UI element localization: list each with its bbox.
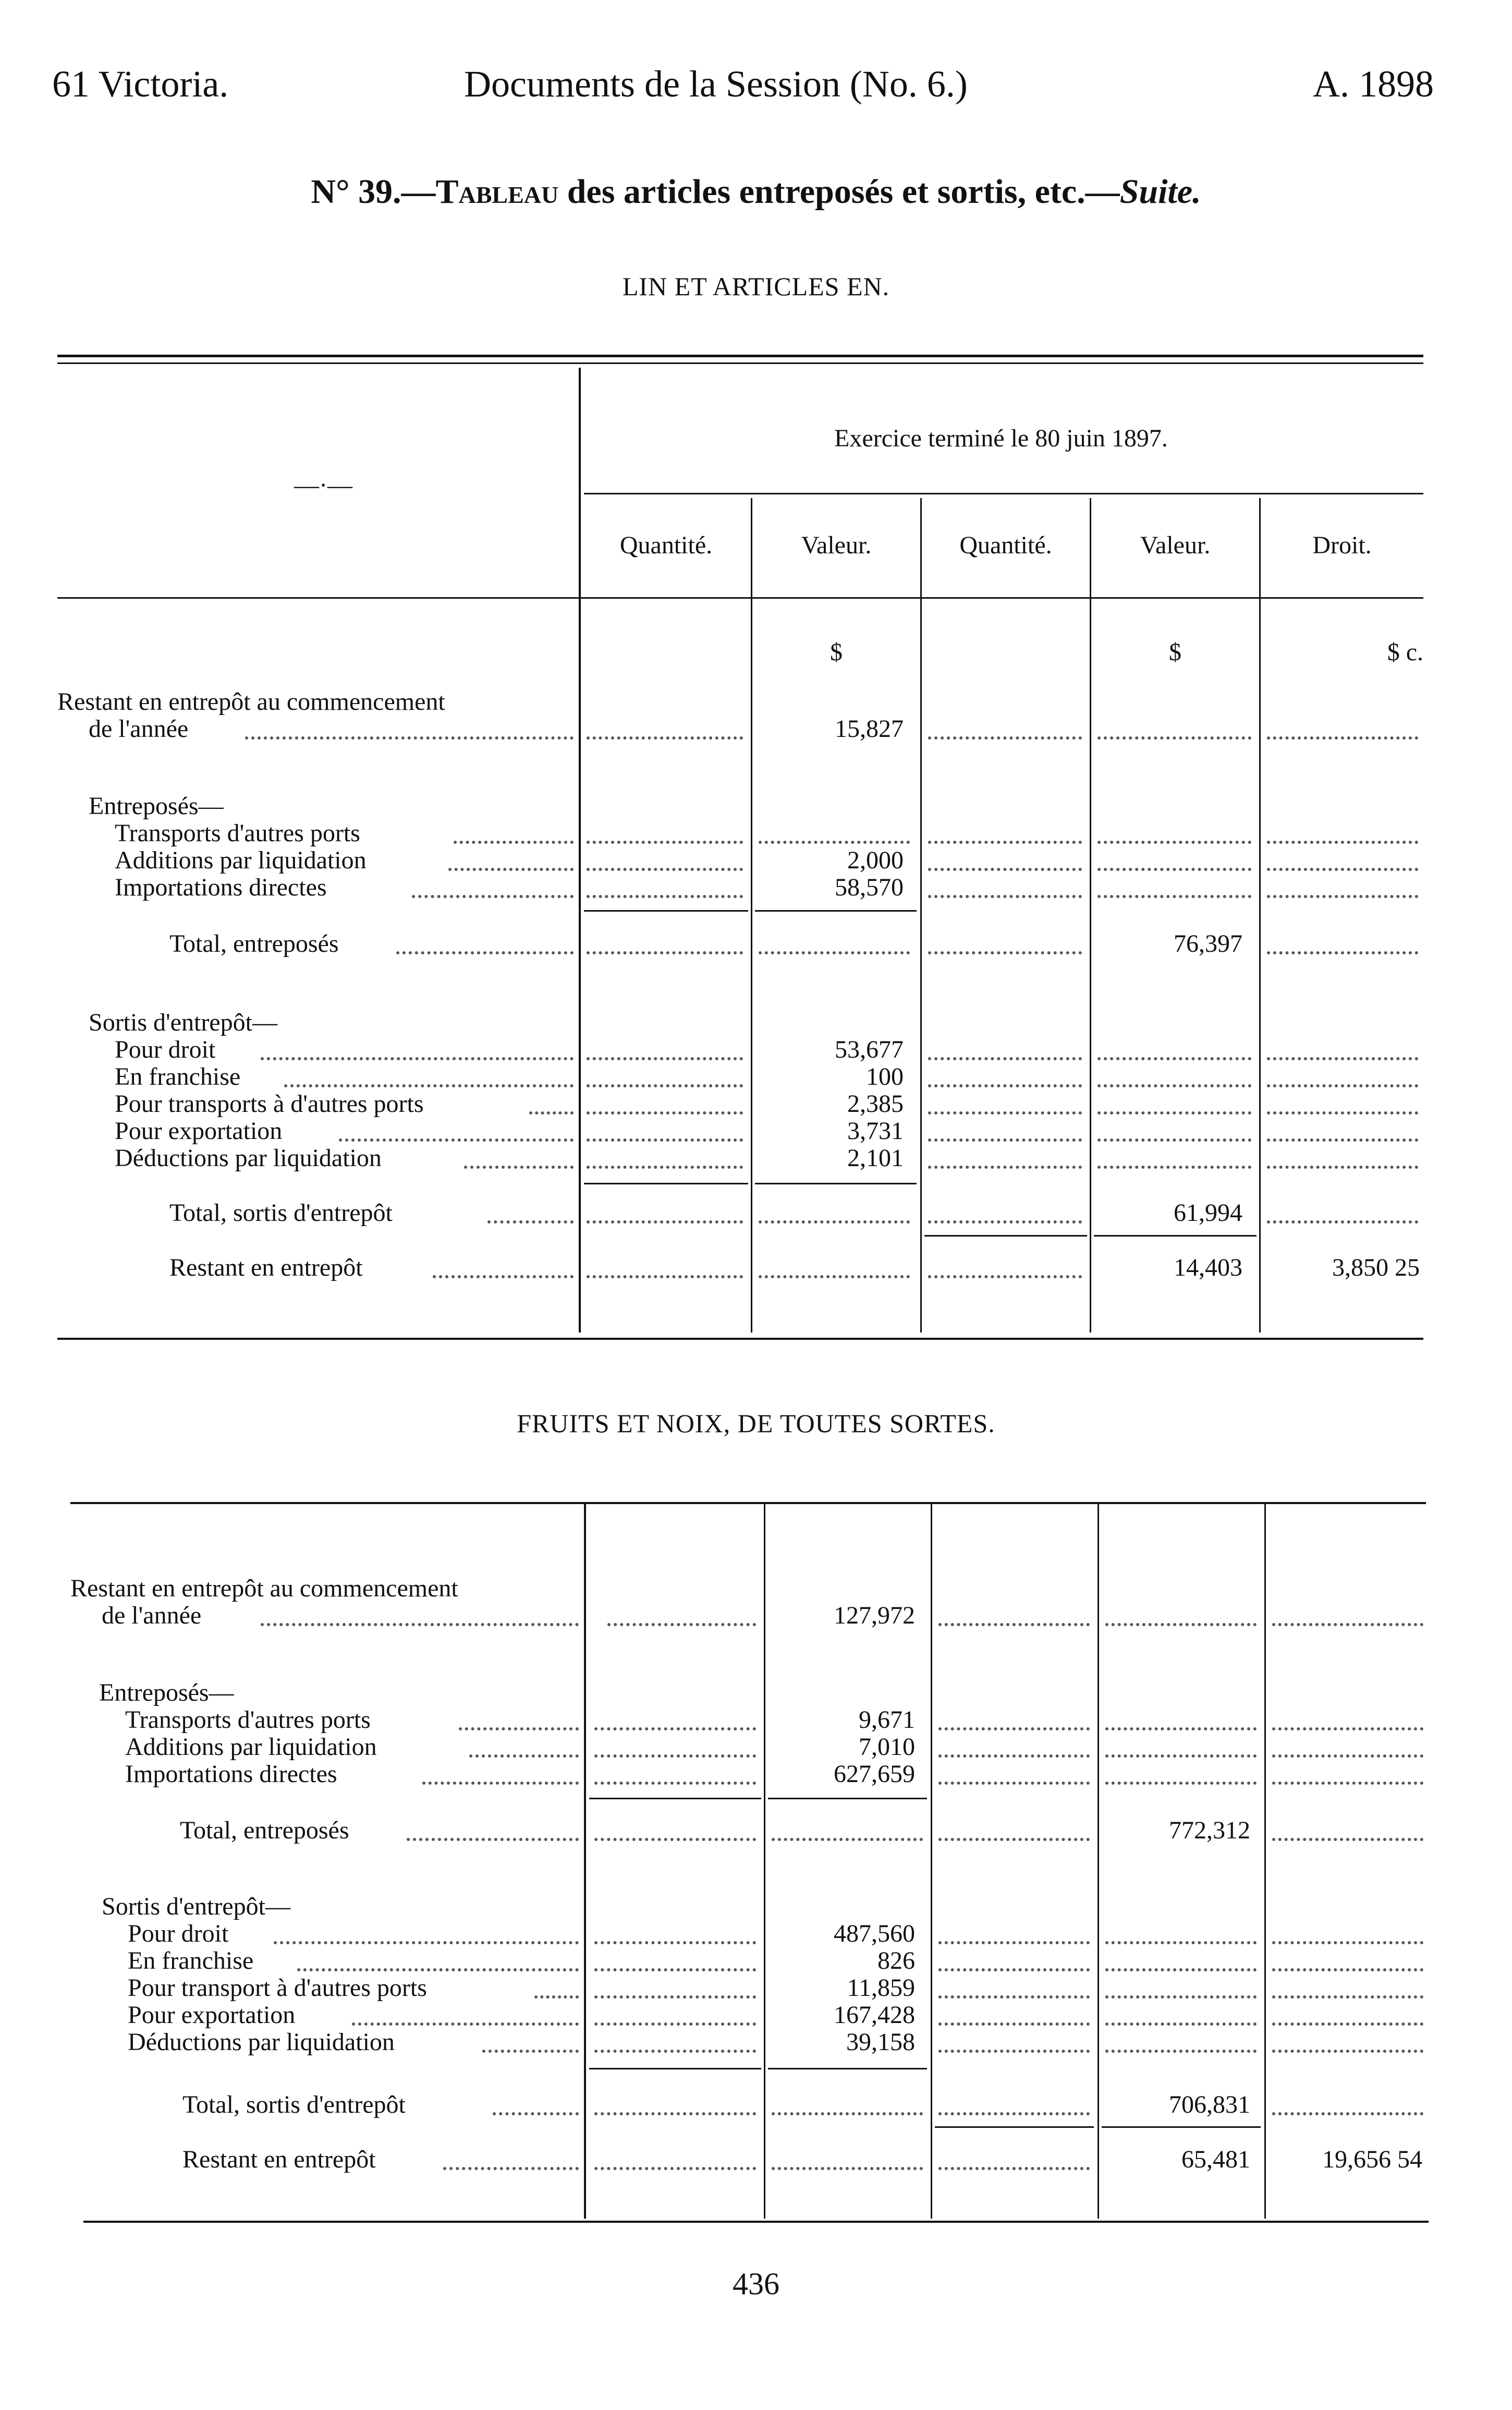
leader-dots	[938, 1995, 1090, 1999]
leader-dots	[284, 1084, 574, 1087]
leader-dots	[482, 2050, 579, 2053]
sum-rule	[584, 910, 748, 912]
row-sortis-label: Pour droit	[128, 1920, 229, 1947]
leader-dots	[594, 1754, 756, 1758]
row-sortis-label: Déductions par liquidation	[115, 1144, 382, 1172]
leader-dots	[587, 1275, 743, 1278]
leader-dots	[352, 2023, 579, 2026]
leader-dots	[443, 2167, 579, 2170]
leader-dots	[928, 736, 1082, 740]
unit-droit: $ c.	[1387, 638, 1423, 666]
leader-dots	[759, 841, 910, 844]
leader-dots	[1105, 1995, 1257, 1999]
value-remaining-end: 14,403	[1174, 1254, 1242, 1281]
column-rule-2	[931, 1504, 932, 2219]
value-remaining-start: 15,827	[835, 715, 904, 743]
leader-dots	[938, 1968, 1090, 1971]
leader-dots	[1267, 1139, 1418, 1142]
leader-dots	[587, 1057, 743, 1060]
leader-dots	[938, 2167, 1090, 2170]
row-remaining-start-label-1: Restant en entrepôt au commencement	[70, 1575, 458, 1602]
value-droit-end: 3,850 25	[1332, 1254, 1420, 1281]
leader-dots	[1105, 1782, 1257, 1785]
leader-dots	[245, 736, 574, 740]
leader-dots	[587, 1111, 743, 1115]
leader-dots	[938, 1623, 1090, 1626]
sum-rule	[768, 1798, 927, 1799]
entreposes-heading: Entreposés—	[89, 792, 224, 820]
leader-dots	[928, 1166, 1082, 1169]
stub-header: —·—	[294, 471, 352, 499]
leader-dots	[772, 1838, 923, 1841]
leader-dots	[928, 951, 1082, 954]
leader-dots	[938, 1754, 1090, 1758]
leader-dots	[594, 2050, 756, 2053]
unit-valeur-2: $	[1169, 638, 1181, 666]
leader-dots	[1267, 868, 1418, 871]
leader-dots	[1098, 1057, 1251, 1060]
leader-dots	[487, 1220, 574, 1224]
column-rule-4	[1259, 498, 1261, 1333]
value-droit-end: 19,656 54	[1322, 2146, 1422, 2173]
running-head-left: 61 Victoria.	[52, 63, 229, 105]
value-sortis: 11,859	[847, 1974, 915, 2002]
row-entrepose-label: Importations directes	[115, 874, 327, 901]
leader-dots	[433, 1275, 574, 1278]
leader-dots	[594, 2167, 756, 2170]
value-entrepose: 627,659	[834, 1760, 915, 1788]
unit-valeur-1: $	[830, 638, 843, 666]
section-title-lin: LIN ET ARTICLES EN.	[622, 272, 890, 301]
section-bottom-rule	[57, 1338, 1423, 1340]
leader-dots	[772, 2112, 923, 2115]
leader-dots	[1105, 1623, 1257, 1626]
leader-dots	[1272, 1995, 1423, 1999]
row-sortis-label: Pour exportation	[128, 2001, 296, 2029]
leader-dots	[493, 2112, 579, 2115]
leader-dots	[422, 1782, 579, 1785]
value-sortis: 53,677	[835, 1036, 904, 1063]
sum-rule	[755, 910, 917, 912]
leader-dots	[459, 1727, 579, 1730]
row-entrepose-label: Transports d'autres ports	[115, 819, 360, 847]
leader-dots	[448, 868, 574, 871]
leader-dots	[928, 1057, 1082, 1060]
leader-dots	[759, 1275, 910, 1278]
leader-dots	[938, 2023, 1090, 2026]
leader-dots	[1098, 1111, 1251, 1115]
row-total-sortis-label: Total, sortis d'entrepôt	[182, 2091, 406, 2118]
leader-dots	[396, 951, 574, 954]
value-sortis: 100	[866, 1063, 904, 1091]
value-total-entreposes: 76,397	[1174, 930, 1242, 958]
row-entrepose-label: Additions par liquidation	[125, 1733, 377, 1761]
leader-dots	[594, 1727, 756, 1730]
sum-rule	[1102, 2126, 1261, 2128]
leader-dots	[928, 868, 1082, 871]
leader-dots	[587, 1220, 743, 1224]
leader-dots	[1272, 1782, 1423, 1785]
leader-dots	[339, 1139, 574, 1142]
stub-column-rule	[584, 1504, 586, 2219]
table-title-smallcaps: Tableau	[435, 173, 559, 211]
leader-dots	[587, 951, 743, 954]
sum-rule	[589, 2068, 761, 2069]
leader-dots	[1105, 1727, 1257, 1730]
leader-dots	[594, 1968, 756, 1971]
leader-dots	[1267, 1057, 1418, 1060]
value-entrepose: 58,570	[835, 874, 904, 901]
leader-dots	[938, 1727, 1090, 1730]
leader-dots	[587, 868, 743, 871]
row-sortis-label: En franchise	[128, 1947, 254, 1975]
sum-rule	[584, 1183, 748, 1184]
value-sortis: 39,158	[846, 2028, 915, 2056]
row-sortis-label: Pour exportation	[115, 1117, 283, 1145]
header-valeur-1: Valeur.	[801, 531, 872, 559]
leader-dots	[938, 2112, 1090, 2115]
leader-dots	[1098, 736, 1251, 740]
entreposes-heading: Entreposés—	[99, 1679, 234, 1706]
leader-dots	[407, 1838, 579, 1841]
leader-dots	[938, 1941, 1090, 1944]
leader-dots	[759, 1220, 910, 1224]
sum-rule	[768, 2068, 927, 2069]
top-double-rule-2	[57, 362, 1423, 364]
leader-dots	[1267, 951, 1418, 954]
leader-dots	[1267, 841, 1418, 844]
table-title-sep: —	[401, 173, 436, 211]
leader-dots	[594, 1838, 756, 1841]
value-remaining-end: 65,481	[1181, 2146, 1250, 2173]
leader-dots	[1098, 895, 1251, 898]
leader-dots	[928, 895, 1082, 898]
value-sortis: 826	[877, 1947, 915, 1975]
table-title-suite: Suite.	[1119, 173, 1201, 211]
row-sortis-label: Déductions par liquidation	[128, 2028, 395, 2056]
value-entrepose: 9,671	[859, 1706, 915, 1734]
period-header-rule	[584, 493, 1423, 494]
row-entrepose-label: Additions par liquidation	[115, 846, 367, 874]
table-number: N° 39.	[311, 173, 401, 211]
leader-dots	[938, 1782, 1090, 1785]
row-sortis-label: Pour transports à d'autres ports	[115, 1090, 424, 1118]
value-sortis: 487,560	[834, 1920, 915, 1947]
leader-dots	[1272, 1623, 1423, 1626]
value-entrepose: 2,000	[847, 846, 904, 874]
leader-dots	[464, 1166, 574, 1169]
header-quantite-2: Quantité.	[959, 531, 1052, 559]
row-remaining-end-label: Restant en entrepôt	[169, 1254, 363, 1281]
leader-dots	[938, 2050, 1090, 2053]
leader-dots	[261, 1623, 579, 1626]
period-header: Exercice terminé le 80 juin 1897.	[834, 425, 1168, 452]
leader-dots	[587, 1084, 743, 1087]
leader-dots	[1272, 1754, 1423, 1758]
section-title-fruits: FRUITS ET NOIX, DE TOUTES SORTES.	[517, 1409, 995, 1438]
leader-dots	[928, 1275, 1082, 1278]
leader-dots	[587, 1166, 743, 1169]
table-title	[0, 172, 1512, 212]
sum-rule	[589, 1798, 761, 1799]
column-rule-2	[920, 498, 922, 1333]
row-sortis-label: En franchise	[115, 1063, 241, 1091]
table-title-rest: des articles entreposés et sortis, etc.—	[558, 173, 1120, 211]
value-total-entreposes: 772,312	[1169, 1816, 1250, 1844]
row-entrepose-label: Transports d'autres ports	[125, 1706, 371, 1734]
section-top-rule	[70, 1502, 1426, 1504]
leader-dots	[469, 1754, 579, 1758]
row-total-entreposes-label: Total, entreposés	[169, 930, 339, 958]
leader-dots	[587, 841, 743, 844]
leader-dots	[1098, 868, 1251, 871]
row-remaining-start-label-2: de l'année	[89, 715, 189, 743]
leader-dots	[1272, 2112, 1423, 2115]
sum-rule	[1094, 1235, 1257, 1237]
row-sortis-label: Pour droit	[115, 1036, 216, 1063]
value-sortis: 2,101	[847, 1144, 904, 1172]
leader-dots	[1267, 1220, 1418, 1224]
row-sortis-label: Pour transport à d'autres ports	[128, 1974, 427, 2002]
header-droit: Droit.	[1312, 531, 1372, 559]
leader-dots	[1267, 1111, 1418, 1115]
leader-dots	[607, 1623, 756, 1626]
value-remaining-start: 127,972	[834, 1602, 915, 1629]
leader-dots	[587, 736, 743, 740]
header-bottom-rule	[57, 597, 1423, 599]
value-sortis: 2,385	[847, 1090, 904, 1118]
leader-dots	[759, 951, 910, 954]
leader-dots	[1267, 895, 1418, 898]
leader-dots	[587, 1139, 743, 1142]
leader-dots	[1105, 2050, 1257, 2053]
leader-dots	[534, 1995, 579, 1999]
sum-rule	[755, 1183, 917, 1184]
leader-dots	[1105, 2023, 1257, 2026]
row-total-entreposes-label: Total, entreposés	[180, 1816, 349, 1844]
leader-dots	[594, 1941, 756, 1944]
row-remaining-start-label-1: Restant en entrepôt au commencement	[57, 688, 445, 716]
leader-dots	[274, 1941, 579, 1944]
leader-dots	[928, 1139, 1082, 1142]
leader-dots	[1267, 1084, 1418, 1087]
leader-dots	[1272, 1727, 1423, 1730]
leader-dots	[297, 1968, 579, 1971]
top-double-rule-1	[57, 355, 1423, 357]
row-entrepose-label: Importations directes	[125, 1760, 337, 1788]
value-entrepose: 7,010	[859, 1733, 915, 1761]
leader-dots	[1267, 736, 1418, 740]
leader-dots	[1267, 1166, 1418, 1169]
leader-dots	[529, 1111, 574, 1115]
leader-dots	[1098, 1139, 1251, 1142]
leader-dots	[1272, 2050, 1423, 2053]
header-quantite-1: Quantité.	[619, 531, 713, 559]
value-sortis: 3,731	[847, 1117, 904, 1145]
leader-dots	[1105, 1754, 1257, 1758]
leader-dots	[594, 2112, 756, 2115]
sortis-heading: Sortis d'entrepôt—	[102, 1893, 290, 1920]
leader-dots	[1105, 1968, 1257, 1971]
leader-dots	[938, 1838, 1090, 1841]
column-rule-1	[751, 498, 752, 1333]
stub-column-rule	[579, 368, 581, 1333]
row-remaining-start-label-2: de l'année	[102, 1602, 202, 1629]
leader-dots	[594, 2023, 756, 2026]
page-number: 436	[733, 2267, 779, 2301]
leader-dots	[261, 1057, 574, 1060]
sortis-heading: Sortis d'entrepôt—	[89, 1009, 277, 1036]
leader-dots	[772, 2167, 923, 2170]
running-head-right: A. 1898	[1313, 63, 1434, 105]
leader-dots	[454, 841, 574, 844]
leader-dots	[1272, 1968, 1423, 1971]
value-total-sortis: 706,831	[1169, 2091, 1250, 2118]
leader-dots	[928, 1111, 1082, 1115]
leader-dots	[594, 1782, 756, 1785]
value-total-sortis: 61,994	[1174, 1199, 1242, 1227]
running-head-center: Documents de la Session (No. 6.)	[464, 63, 968, 105]
leader-dots	[1272, 2023, 1423, 2026]
row-total-sortis-label: Total, sortis d'entrepôt	[169, 1199, 393, 1227]
leader-dots	[928, 841, 1082, 844]
section-bottom-rule	[83, 2221, 1429, 2223]
leader-dots	[928, 1084, 1082, 1087]
leader-dots	[1105, 1941, 1257, 1944]
leader-dots	[1098, 1084, 1251, 1087]
leader-dots	[1272, 1838, 1423, 1841]
leader-dots	[594, 1995, 756, 1999]
value-sortis: 167,428	[834, 2001, 915, 2029]
leader-dots	[587, 895, 743, 898]
leader-dots	[1098, 841, 1251, 844]
leader-dots	[412, 895, 574, 898]
leader-dots	[928, 1220, 1082, 1224]
leader-dots	[1272, 1941, 1423, 1944]
header-valeur-2: Valeur.	[1140, 531, 1211, 559]
sum-rule	[935, 2126, 1094, 2128]
leader-dots	[1098, 1166, 1251, 1169]
column-rule-4	[1264, 1504, 1266, 2219]
row-remaining-end-label: Restant en entrepôt	[182, 2146, 376, 2173]
running-head	[52, 63, 1434, 110]
sum-rule	[924, 1235, 1087, 1237]
